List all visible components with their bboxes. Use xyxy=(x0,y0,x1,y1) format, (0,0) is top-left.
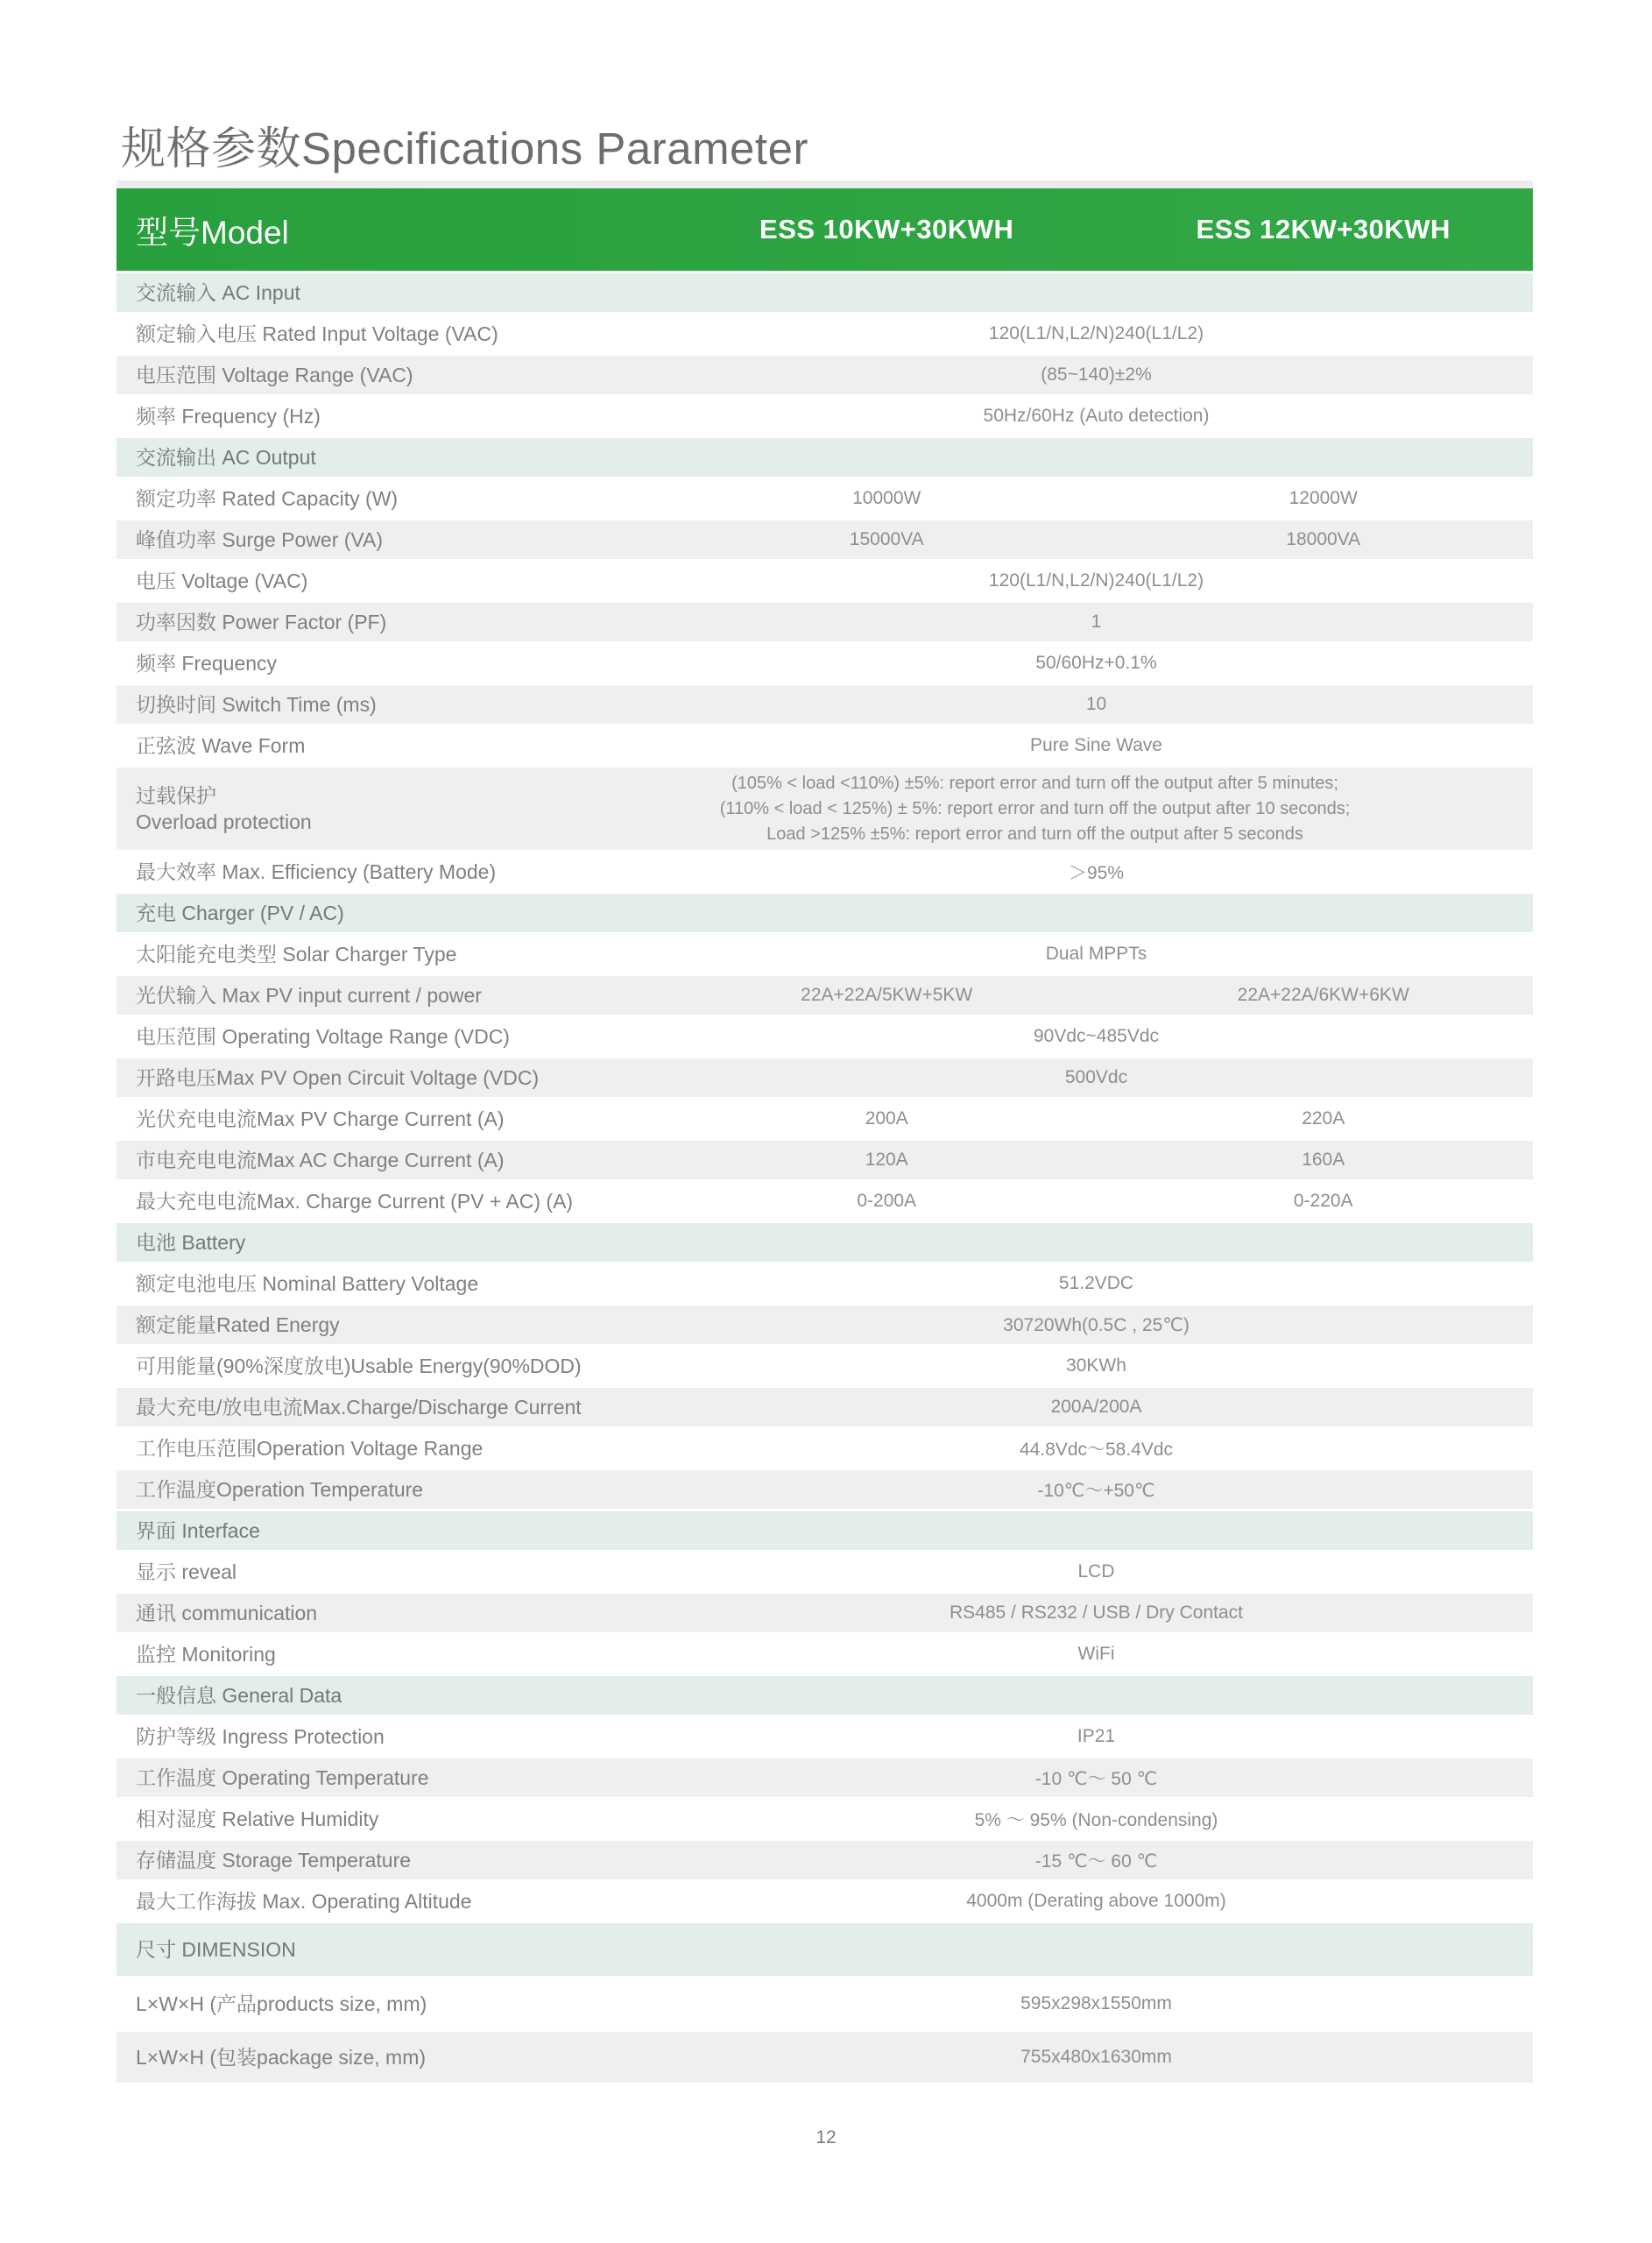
spec-value: 51.2VDC xyxy=(1058,1273,1134,1293)
spec-value: 200A/200A xyxy=(1050,1397,1142,1417)
spec-values xyxy=(660,1978,1533,2029)
spec-values xyxy=(660,853,1533,891)
spec-values xyxy=(660,1841,1533,1879)
spec-values xyxy=(660,1388,1533,1426)
spec-value: 120(L1/N,L2/N)240(L1/L2) xyxy=(988,323,1204,343)
spec-label: 电压范围 Voltage Range (VAC) xyxy=(136,364,413,386)
spec-label: 功率因数 Power Factor (PF) xyxy=(136,611,387,633)
spec-label: 电压范围 Operating Voltage Range (VDC) xyxy=(136,1025,510,1048)
spec-label: 通讯 communication xyxy=(136,1602,318,1624)
spec-row xyxy=(116,1182,1533,1221)
spec-label-line: Overload protection xyxy=(136,810,312,833)
spec-label: 可用能量(90%深度放电)Usable Energy(90%DOD) xyxy=(136,1355,582,1377)
spec-values xyxy=(660,1305,1533,1344)
spec-label xyxy=(116,782,537,835)
spec-values xyxy=(660,1100,1533,1138)
section-header-row xyxy=(116,273,1533,312)
spec-value: 5% ～ 95% (Non-condensing) xyxy=(974,1810,1218,1830)
spec-value: IP21 xyxy=(1077,1726,1116,1746)
spec-value: 44.8Vdc～58.4Vdc xyxy=(1019,1440,1174,1460)
spec-values xyxy=(660,479,1533,518)
spec-row xyxy=(116,562,1533,600)
spec-label: 切换时间 Switch Time (ms) xyxy=(136,693,377,716)
spec-values xyxy=(660,1058,1533,1097)
spec-values xyxy=(660,1429,1533,1468)
spec-value-model2: 22A+22A/6KW+6KW xyxy=(1237,985,1409,1005)
spec-label: 工作电压范围Operation Voltage Range xyxy=(136,1437,484,1460)
spec-values xyxy=(660,644,1533,683)
spec-label: 电压 Voltage (VAC) xyxy=(136,570,308,592)
spec-value: 120(L1/N,L2/N)240(L1/L2) xyxy=(988,570,1204,591)
spec-value-line: (105% < load <110%) ±5%: report error and turn off the output after 5 minutes; xyxy=(731,773,1338,793)
spec-row xyxy=(116,2032,1533,2083)
spec-label: 额定输入电压 Rated Input Voltage (VAC) xyxy=(136,322,498,345)
spec-row xyxy=(116,853,1533,891)
spec-value: 1 xyxy=(1091,612,1102,632)
spec-values xyxy=(660,1264,1533,1303)
spec-value: 755x480x1630mm xyxy=(1020,2047,1172,2067)
spec-label: 额定能量Rated Energy xyxy=(136,1313,340,1336)
table-body xyxy=(116,273,1533,2083)
spec-values xyxy=(660,315,1533,353)
spec-row xyxy=(116,315,1533,353)
spec-values xyxy=(660,1594,1533,1632)
spec-label: L×W×H (产品products size, mm) xyxy=(136,1992,427,2015)
spec-row xyxy=(116,1717,1533,1756)
spec-values xyxy=(660,1635,1533,1673)
spec-value: 595x298x1550mm xyxy=(1020,1993,1172,2013)
spec-row xyxy=(116,397,1533,435)
spec-label: 额定电池电压 Nominal Battery Voltage xyxy=(136,1272,479,1295)
section-header-row xyxy=(116,438,1533,477)
spec-row xyxy=(116,1635,1533,1673)
spec-row xyxy=(116,1058,1533,1097)
spec-row xyxy=(116,935,1533,973)
spec-row xyxy=(116,1594,1533,1632)
spec-label: 太阳能充电类型 Solar Charger Type xyxy=(136,943,457,966)
section-header-row xyxy=(116,1923,1533,1976)
spec-row xyxy=(116,1800,1533,1838)
section-header-row xyxy=(116,1676,1533,1715)
spec-value-model2: 160A xyxy=(1302,1150,1345,1170)
spec-value: 30KWh xyxy=(1066,1355,1126,1376)
spec-label: L×W×H (包装package size, mm) xyxy=(136,2046,427,2069)
spec-value: 4000m (Derating above 1000m) xyxy=(966,1891,1226,1911)
spec-value: 10 xyxy=(1085,694,1107,714)
spec-value: Pure Sine Wave xyxy=(1030,735,1162,755)
spec-value-model1: 10000W xyxy=(852,488,921,508)
spec-label-line: 过载保护 xyxy=(136,784,216,807)
spec-values xyxy=(660,397,1533,435)
spec-value: (85~140)±2% xyxy=(1041,364,1152,385)
model-header-label: 型号Model xyxy=(136,215,289,251)
spec-values xyxy=(660,2032,1533,2083)
spec-value-model1: 200A xyxy=(865,1108,908,1129)
spec-value: 50/60Hz+0.1% xyxy=(1035,653,1157,673)
section-label: 界面 Interface xyxy=(136,1519,260,1542)
spec-row xyxy=(116,1305,1533,1344)
spec-row xyxy=(116,1017,1533,1056)
spec-value: Dual MPPTs xyxy=(1045,944,1147,964)
spec-value-model2: 12000W xyxy=(1288,488,1358,508)
spec-row xyxy=(116,1347,1533,1385)
section-header-row xyxy=(116,894,1533,932)
spec-values xyxy=(660,562,1533,600)
spec-values xyxy=(660,520,1533,559)
spec-row xyxy=(116,1978,1533,2029)
spec-label: 开路电压Max PV Open Circuit Voltage (VDC) xyxy=(136,1066,540,1089)
spec-values xyxy=(537,768,1533,850)
spec-values xyxy=(660,935,1533,973)
spec-label: 监控 Monitoring xyxy=(136,1643,276,1666)
spec-value: RS485 / RS232 / USB / Dry Contact xyxy=(950,1603,1243,1623)
spec-value-model2: 220A xyxy=(1302,1108,1345,1129)
spec-value: WiFi xyxy=(1077,1644,1115,1664)
spec-values xyxy=(660,1347,1533,1385)
spec-row xyxy=(116,520,1533,559)
spec-row xyxy=(116,976,1533,1015)
spec-values xyxy=(660,1470,1533,1509)
spec-label: 最大充电电流Max. Charge Current (PV + AC) (A) xyxy=(136,1190,574,1213)
spec-label: 最大充电/放电电流Max.Charge/Discharge Current xyxy=(136,1396,582,1419)
spec-values xyxy=(660,1017,1533,1056)
spec-label: 频率 Frequency xyxy=(136,652,278,675)
spec-values xyxy=(660,685,1533,724)
spec-row xyxy=(116,768,1533,850)
spec-row xyxy=(116,1841,1533,1879)
spec-row xyxy=(116,1388,1533,1426)
section-label: 交流输入 AC Input xyxy=(136,281,300,304)
model-name-ess12: ESS 12KW+30KWH xyxy=(1196,214,1451,244)
spec-row xyxy=(116,356,1533,394)
spec-row xyxy=(116,1553,1533,1591)
spec-value: 50Hz/60Hz (Auto detection) xyxy=(983,406,1210,426)
spec-row xyxy=(116,726,1533,765)
spec-label: 正弦波 Wave Form xyxy=(136,734,306,757)
spec-label: 频率 Frequency (Hz) xyxy=(136,405,321,428)
spec-row xyxy=(116,1882,1533,1921)
spec-label: 工作温度Operation Temperature xyxy=(136,1478,424,1501)
spec-label: 存储温度 Storage Temperature xyxy=(136,1849,412,1872)
spec-values xyxy=(660,1717,1533,1756)
spec-value: 90Vdc~485Vdc xyxy=(1033,1026,1160,1046)
spec-value: -15 ℃～ 60 ℃ xyxy=(1034,1851,1158,1872)
spec-values xyxy=(660,1800,1533,1838)
spec-value-model1: 22A+22A/5KW+5KW xyxy=(801,985,973,1005)
spec-row xyxy=(116,1429,1533,1468)
page-number: 12 xyxy=(815,2127,837,2147)
spec-row xyxy=(116,1100,1533,1138)
spec-label: 额定功率 Rated Capacity (W) xyxy=(136,487,399,510)
spec-values xyxy=(660,726,1533,765)
spec-label: 峰值功率 Surge Power (VA) xyxy=(136,528,384,551)
spec-value-model2: 18000VA xyxy=(1286,529,1361,549)
spec-value-model2: 0-220A xyxy=(1293,1191,1353,1211)
spec-values xyxy=(660,603,1533,641)
spec-row xyxy=(116,644,1533,683)
spec-row xyxy=(116,1470,1533,1509)
spec-label: 市电充电电流Max AC Charge Current (A) xyxy=(136,1149,505,1171)
table-top-strip xyxy=(116,180,1533,188)
spec-row xyxy=(116,479,1533,518)
section-label: 充电 Charger (PV / AC) xyxy=(136,902,344,924)
spec-value-line: (110% < load < 125%) ± 5%: report error and turn off the output after 10 seconds; xyxy=(719,798,1351,818)
spec-row xyxy=(116,1758,1533,1797)
section-header-row xyxy=(116,1223,1533,1262)
section-label: 电池 Battery xyxy=(136,1231,246,1254)
model-header-values xyxy=(660,214,1533,245)
spec-value-model1: 0-200A xyxy=(857,1191,917,1211)
spec-value-model1: 15000VA xyxy=(849,529,924,549)
spec-label: 光伏充电电流Max PV Charge Current (A) xyxy=(136,1107,505,1130)
spec-values xyxy=(660,1758,1533,1797)
spec-value: 500Vdc xyxy=(1064,1067,1128,1087)
spec-row xyxy=(116,603,1533,641)
spec-label: 防护等级 Ingress Protection xyxy=(136,1725,385,1748)
spec-label: 最大效率 Max. Efficiency (Battery Mode) xyxy=(136,860,497,883)
page-title: 规格参数Specifications Parameter xyxy=(121,124,808,173)
spec-values xyxy=(660,1882,1533,1921)
spec-value: -10 ℃～ 50 ℃ xyxy=(1034,1769,1158,1789)
spec-value-line: Load >125% ±5%: report error and turn off the output after 5 seconds xyxy=(766,824,1303,844)
spec-value: LCD xyxy=(1077,1561,1115,1581)
spec-row xyxy=(116,685,1533,724)
spec-label: 相对湿度 Relative Humidity xyxy=(136,1808,379,1830)
table-header-row xyxy=(116,188,1533,271)
section-label: 交流输出 AC Output xyxy=(136,446,316,469)
model-name-ess10: ESS 10KW+30KWH xyxy=(759,214,1014,244)
spec-values xyxy=(660,1553,1533,1591)
spec-row xyxy=(116,1264,1533,1303)
section-label: 尺寸 DIMENSION xyxy=(136,1938,296,1961)
spec-value-model1: 120A xyxy=(865,1150,908,1170)
spec-label: 工作温度 Operating Temperature xyxy=(136,1766,429,1789)
spec-label: 光伏输入 Max PV input current / power xyxy=(136,984,482,1007)
spec-row xyxy=(116,1141,1533,1179)
specifications-table xyxy=(116,180,1533,2083)
spec-value: 30720Wh(0.5C , 25℃) xyxy=(1003,1314,1190,1335)
spec-values xyxy=(660,976,1533,1015)
spec-value: -10℃～+50℃ xyxy=(1037,1481,1155,1501)
spec-label: 最大工作海拔 Max. Operating Altitude xyxy=(136,1890,472,1913)
spec-value-multiline xyxy=(537,771,1533,847)
section-label: 一般信息 General Data xyxy=(136,1684,342,1707)
spec-values xyxy=(660,356,1533,394)
spec-label: 显示 reveal xyxy=(136,1560,237,1583)
spec-values xyxy=(660,1182,1533,1221)
section-header-row xyxy=(116,1511,1533,1550)
spec-value: ＞95% xyxy=(1068,863,1125,883)
spec-values xyxy=(660,1141,1533,1179)
